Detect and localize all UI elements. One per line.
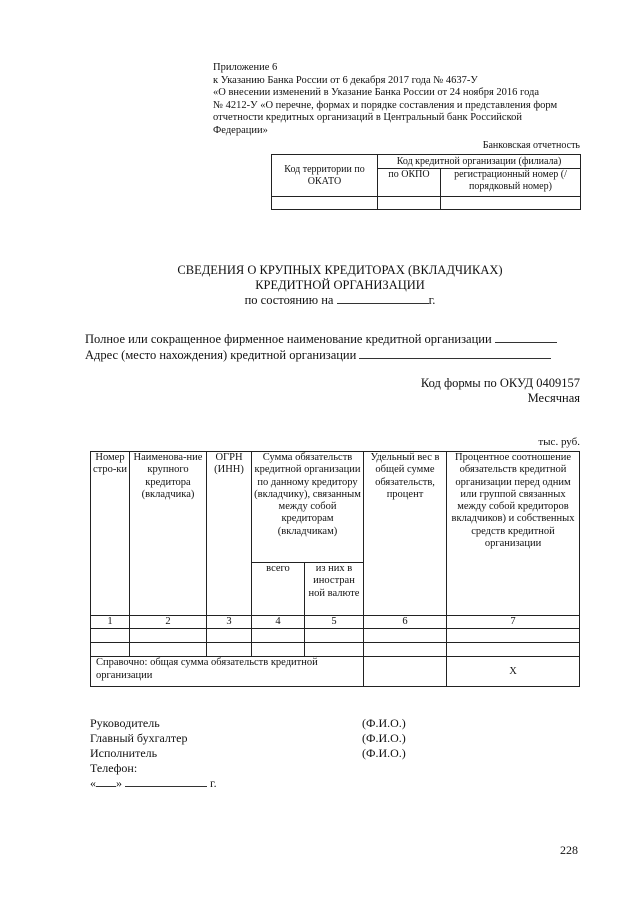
report-date-prefix: по состоянию на (244, 293, 334, 307)
reference-text: Справочно: общая сумма обязательств кредитной организации (91, 657, 364, 687)
codes-table (271, 154, 581, 210)
col-number: 3 (207, 616, 252, 629)
org-code-header: Код кредитной организации (филиала) (378, 155, 581, 169)
signature-role: Исполнитель (90, 746, 158, 760)
date-month-blank (125, 786, 207, 787)
appendix-line: Приложение 6 (213, 62, 278, 73)
signature-role: Руководитель (90, 716, 160, 730)
col-header-total: всего (252, 563, 305, 616)
reg-number-cell (441, 197, 581, 210)
appendix-line: «О внесении изменений в Указание Банка России от 24 ноября 2016 года (213, 87, 540, 99)
creditors-table (90, 451, 580, 687)
col-header-creditor-name: Наименова-ние крупного кредитора (вкладчика) (130, 452, 207, 616)
okpo-header: по ОКПО (378, 169, 441, 197)
reference-share-cell (364, 657, 447, 687)
col-number: 5 (305, 616, 364, 629)
signature-date: « » г. (90, 776, 217, 790)
col-number: 4 (252, 616, 305, 629)
signature-role: Главный бухгалтер (90, 731, 188, 745)
org-name-label: Полное или сокращенное фирменное наименование кредитной организации (85, 332, 492, 346)
document-title (60, 263, 620, 308)
units-label: тыс. руб. (538, 436, 580, 448)
phone-label: Телефон: (90, 761, 138, 775)
org-name-blank (495, 342, 557, 343)
appendix-line: Федерации» (213, 124, 268, 136)
col-number: 2 (130, 616, 207, 629)
address-label: Адрес (место нахождения) кредитной организации (85, 348, 357, 362)
signature-line (90, 731, 406, 746)
col-header-foreign-currency: из них в иностран ной валюте (305, 563, 364, 616)
table-row (91, 643, 580, 657)
signature-line (90, 746, 406, 761)
page-number: 228 (560, 843, 578, 857)
okpo-cell (378, 197, 441, 210)
bank-report-label: Банковская отчетность (482, 140, 580, 151)
form-code (421, 376, 580, 406)
reg-number-header: регистрационный номер (/порядковый номер) (441, 169, 581, 197)
signature-fio: (Ф.И.О.) (362, 716, 406, 730)
periodicity: Месячная (527, 391, 580, 405)
table-row (91, 629, 580, 643)
address-blank (359, 358, 551, 359)
date-day-blank (96, 786, 116, 787)
appendix-line: к Указанию Банка России от 6 декабря 2017 года № 4637-У (213, 74, 478, 86)
signature-fio: (Ф.И.О.) (362, 731, 406, 745)
signature-line (90, 716, 406, 731)
col-number: 6 (364, 616, 447, 629)
report-date-suffix: г. (428, 293, 436, 307)
org-name-line (85, 332, 557, 347)
col-header-share: Удельный вес в общей сумме обязательств, процент (364, 452, 447, 616)
col-number: 7 (447, 616, 580, 629)
col-header-obligations: Сумма обязательств кредитной организации по данному кредитору (вкладчику), связанным между собой кредиторам (вкладчикам) (252, 452, 364, 563)
title-line: КРЕДИТНОЙ ОРГАНИЗАЦИИ (255, 278, 425, 292)
reference-mark: X (447, 657, 580, 687)
appendix-line: № 4212-У «О перечне, формах и порядке составления и представления форм (213, 99, 558, 111)
col-header-ratio: Процентное соотношение обязательств кредитной организации перед одним или группой связанных между собой кредиторов вкладчиков) и собственных средств кредитной организации (447, 452, 580, 616)
signature-fio: (Ф.И.О.) (362, 746, 406, 760)
okud-code: Код формы по ОКУД 0409157 (420, 376, 580, 390)
report-date (60, 293, 620, 308)
territory-code-cell (272, 197, 378, 210)
title-line: СВЕДЕНИЯ О КРУПНЫХ КРЕДИТОРАХ (ВКЛАДЧИКАХ) (177, 263, 503, 277)
col-header-ogrn: ОГРН (ИНН) (207, 452, 252, 616)
reference-row (91, 657, 580, 687)
appendix-note (213, 62, 593, 138)
signatures (90, 716, 406, 791)
col-number: 1 (91, 616, 130, 629)
appendix-line: отчетности кредитных организаций в Центральный банк Российской (213, 112, 523, 124)
col-header-row-number: Номер стро-ки (91, 452, 130, 616)
territory-code-header: Код территории по ОКАТО (272, 155, 378, 197)
address-line (85, 348, 551, 363)
report-date-blank (337, 303, 429, 304)
